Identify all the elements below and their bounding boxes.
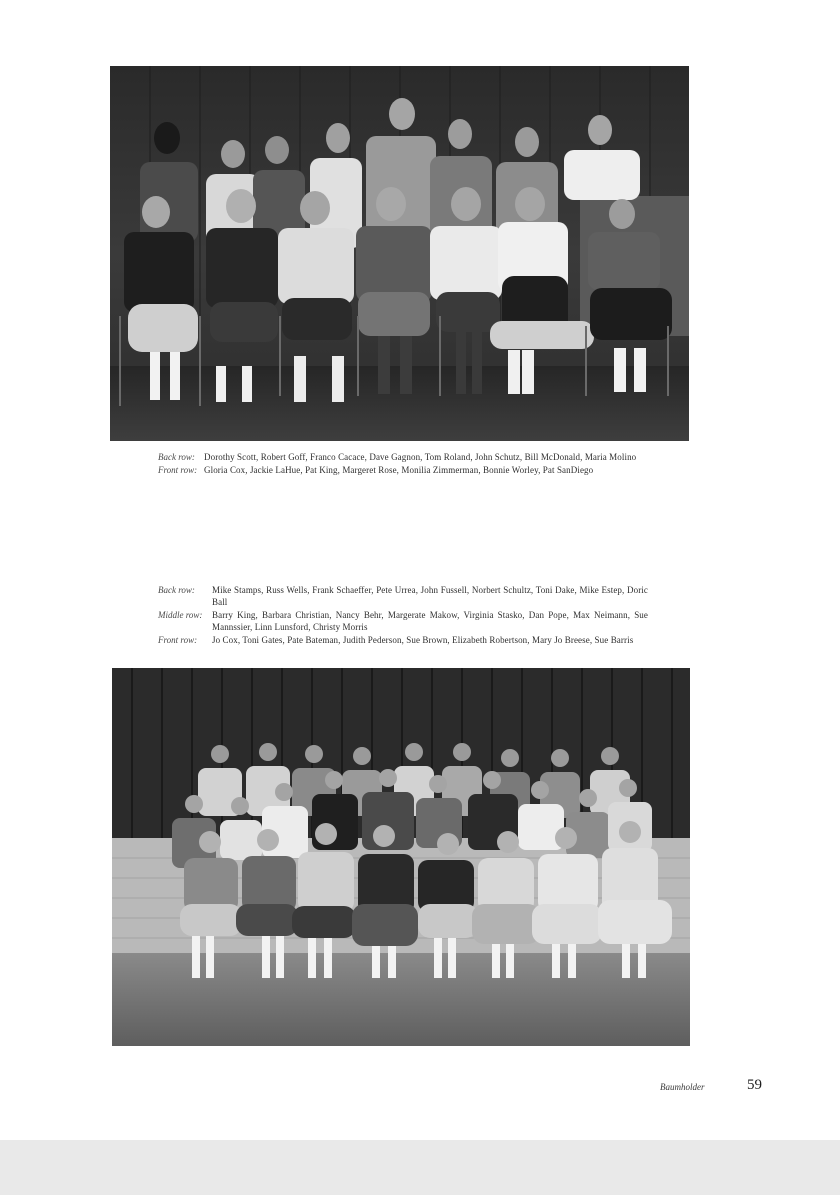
back-row-label: Back row: [158,585,195,595]
caption-bottom-photo [158,584,648,646]
page-number: 59 [747,1077,762,1093]
caption-front-row [158,634,648,646]
middle-row-label: Middle row: [158,610,203,620]
front-row-names: Jo Cox, Toni Gates, Pate Bateman, Judith Pederson, Sue Brown, Elizabeth Robertson, Mary Jo Breese, Sue Barris [212,635,634,645]
class-photo-bottom [112,668,690,1046]
caption-top-photo [158,451,650,476]
front-row-label: Front row: [158,635,198,645]
back-row-names: Dorothy Scott, Robert Goff, Franco Cacace, Dave Gagnon, Tom Roland, John Schutz, Bill McDonald, Maria Molino [204,452,637,462]
middle-row-names: Barry King, Barbara Christian, Nancy Behr, Margerate Makow, Virginia Stasko, Dan Pope, Max Neimann, Sue Mannssier, Linn Lunsford, Christy Morris [212,610,648,632]
class-photo-top [110,66,689,441]
caption-front-row [158,464,650,476]
page-bottom-strip [0,1140,840,1195]
back-row-label: Back row: [158,452,195,462]
caption-back-row [158,584,648,608]
class-photo-top-image [110,66,689,441]
caption-back-row [158,451,650,463]
front-row-label: Front row: [158,465,198,475]
class-photo-bottom-image [112,668,690,1046]
back-row-names: Mike Stamps, Russ Wells, Frank Schaeffer, Pete Urrea, John Fussell, Norbert Schultz, Toni Dake, Mike Estep, Doric Ball [212,585,648,607]
caption-middle-row [158,609,648,633]
front-row-names: Gloria Cox, Jackie LaHue, Pat King, Margeret Rose, Monilia Zimmerman, Bonnie Worley, Pat SanDiego [204,465,594,475]
footer-publication-title: Baumholder [660,1082,705,1092]
